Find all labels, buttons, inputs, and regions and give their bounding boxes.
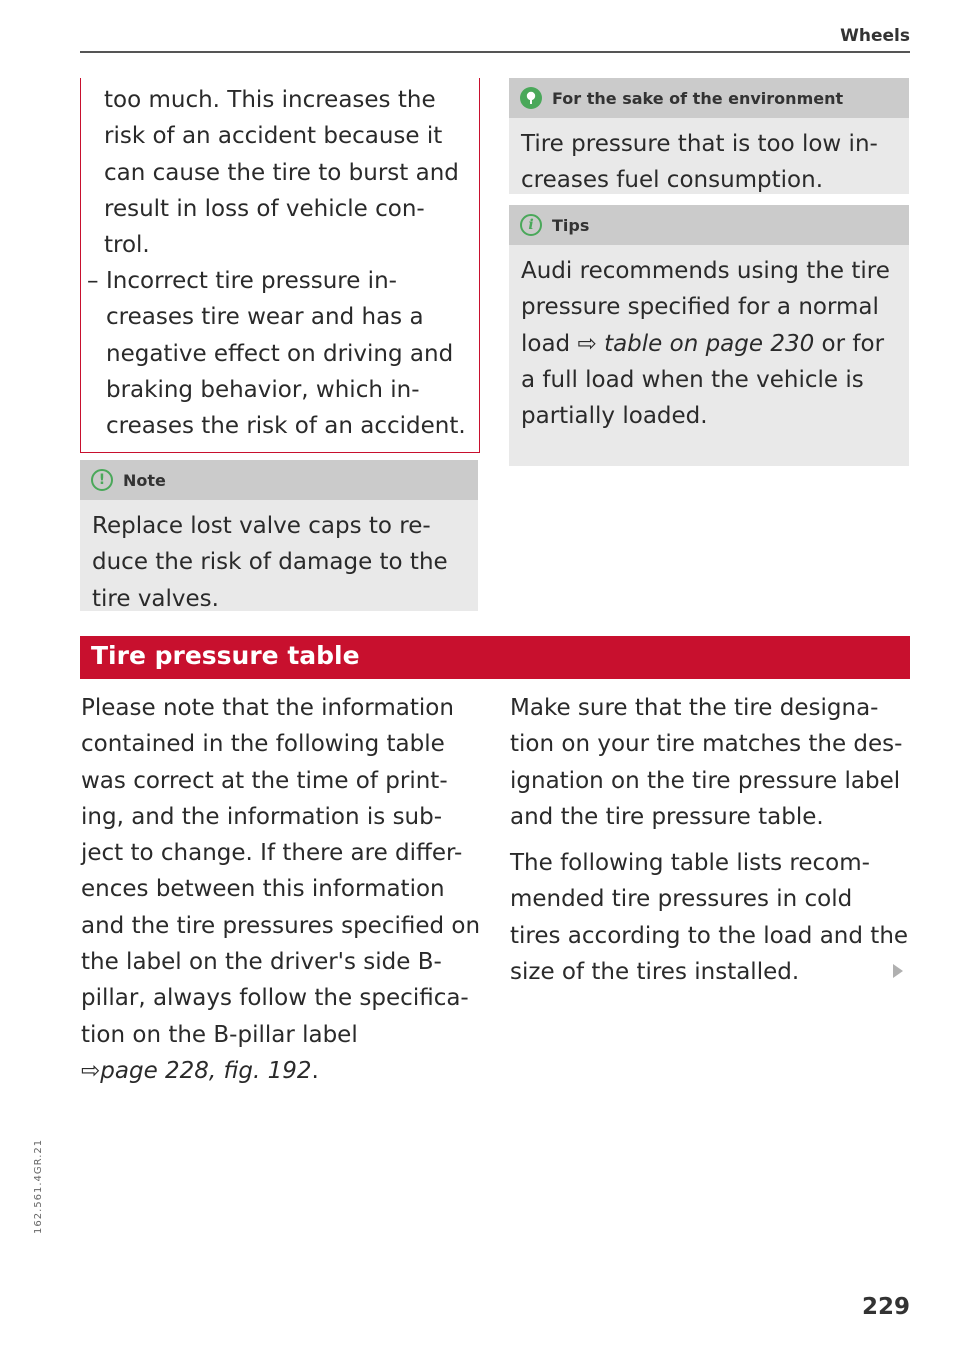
section-heading: Tire pressure table — [91, 641, 360, 670]
body-left-end: . — [311, 1057, 319, 1084]
tips-box — [509, 205, 909, 466]
dash-bullet: – — [87, 268, 99, 294]
warning-list — [87, 263, 475, 444]
tips-title: Tips — [552, 215, 590, 235]
continue-arrow-icon — [893, 964, 903, 978]
tree-glyph — [524, 91, 538, 105]
warning-list-item — [87, 263, 475, 444]
tips-text — [509, 245, 909, 434]
page-number: 229 — [861, 1294, 910, 1320]
tips-page-reference[interactable]: table on page 230 — [604, 330, 815, 357]
document-code: 162.561.4GR.21 — [33, 1138, 44, 1234]
environment-box — [509, 78, 909, 194]
header-rule — [80, 51, 910, 53]
info-circle-icon: i — [520, 214, 542, 236]
exclamation-circle-icon: ! — [91, 469, 113, 491]
environment-text: Tire pressure that is too low in- creases fuel consumption. — [521, 131, 878, 194]
environment-title: For the sake of the environment — [552, 88, 844, 108]
body-right-paragraph-2: The following table lists recom- mended tire pressures in cold tires according to the load and the size of the tires installed. — [510, 850, 909, 986]
body-right-column — [510, 690, 910, 990]
tips-header — [509, 205, 909, 245]
arrow-icon: ⇨ — [81, 1057, 101, 1084]
warning-item-text: Incorrect tire pressure in- creases tire wear and has a negative effect on driving and braking behavior, which in- creases the risk of an accident. — [106, 268, 466, 440]
note-header — [80, 460, 478, 500]
note-box — [80, 460, 478, 611]
environment-header — [509, 78, 909, 118]
body-right-paragraph-1: Make sure that the tire designa- tion on your tire matches the des- ignation on the tire pressure label and the tire pressure table. — [510, 695, 903, 830]
section-title: Wheels — [840, 26, 910, 46]
body-left-column — [81, 690, 481, 1089]
tree-icon — [520, 87, 542, 109]
tips-text-before: Audi recommends using the tire pressure specified for a normal load — [521, 258, 890, 357]
warning-text: too much. This increases the risk of an accident because it can cause the tire to burst and result in loss of vehicle con- trol. — [104, 87, 459, 259]
note-text: Replace lost valve caps to re- duce the risk of damage to the tire valves. — [92, 513, 448, 612]
tips-text-after: or for a full load when the vehicle is partially loaded. — [521, 330, 885, 430]
figure-page-reference[interactable]: page 228, fig. 192 — [100, 1057, 312, 1084]
note-title: Note — [123, 470, 166, 490]
body-left-text: Please note that the information contained in the following table was correct at the time of print- ing, and the information is sub- ject to change. If there are differ- ences between this information and the tire pressures specified on the label on the driver's side B- pillar, always follow the specifica- tion on the B-pillar label — [81, 695, 481, 1048]
arrow-icon: ⇨ — [577, 330, 597, 357]
